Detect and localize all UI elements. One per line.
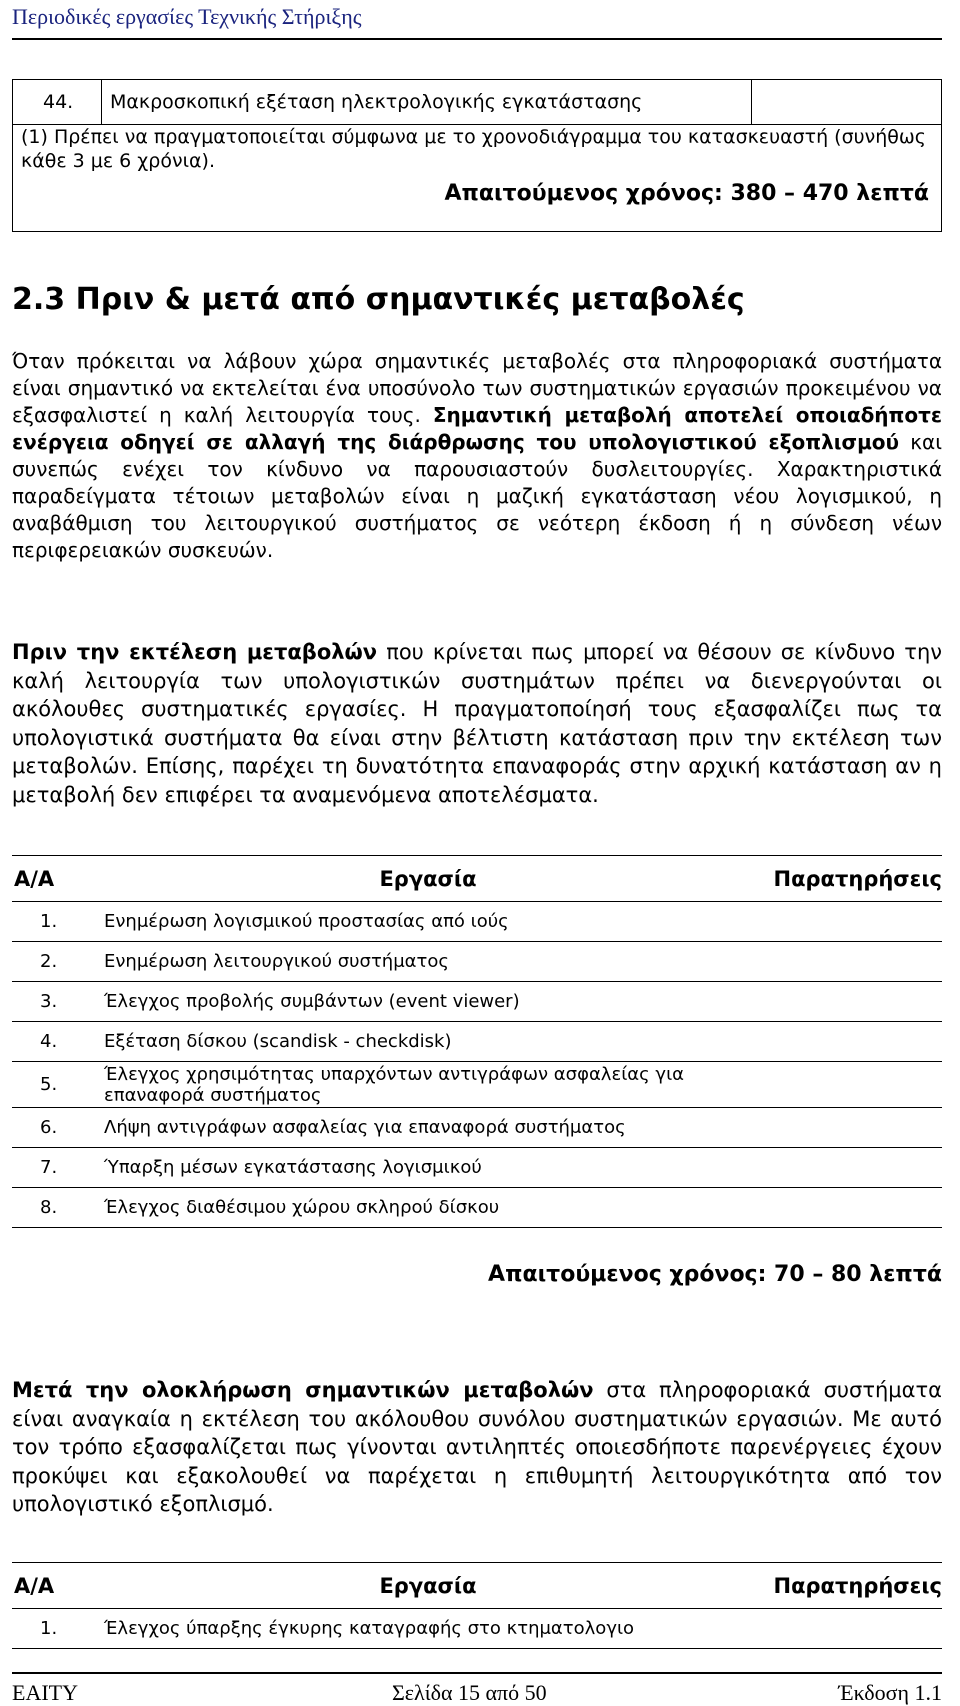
table-row xyxy=(12,942,942,982)
task-number: 2. xyxy=(12,942,104,982)
task-number: 7. xyxy=(12,1148,104,1188)
task-description: Έλεγχος διαθέσιμου χώρου σκληρού δίσκου xyxy=(104,1188,752,1228)
item-title: Μακροσκοπική εξέταση ηλεκτρολογικής εγκατάστασης xyxy=(102,80,752,125)
task-notes xyxy=(752,1609,942,1649)
task-description: Ενημέρωση λογισμικού προστασίας από ιούς xyxy=(104,902,752,942)
table-row xyxy=(12,982,942,1022)
item-notes-cell xyxy=(752,80,942,125)
header-title: Περιοδικές εργασίες Τεχνικής Στήριξης xyxy=(12,4,362,29)
page-header xyxy=(12,2,942,40)
intro-text-a: Όταν πρόκειται να λάβουν χώρα σημαντικές μεταβολές στα πληροφοριακά συστήματα είναι σημαντικό να εκτελείται ένα υποσύνολο των συστηματικών εργασιών προκειμένου να εξασφαλιστεί η καλή λειτουργία τους. xyxy=(12,349,942,427)
task-notes xyxy=(752,902,942,942)
after-tasks-table xyxy=(12,1562,942,1649)
column-header-task: Εργασία xyxy=(104,856,752,902)
before-time-required: Απαιτούμενος χρόνος: 70 – 80 λεπτά xyxy=(488,1262,942,1287)
table-row xyxy=(12,1062,942,1108)
task-number: 4. xyxy=(12,1022,104,1062)
task-notes xyxy=(752,1148,942,1188)
table-row xyxy=(12,1148,942,1188)
intro-text-c: και συνεπώς ενέχει τον κίνδυνο να παρουσιαστούν δυσλειτουργίες. Χαρακτηριστικά παραδείγματα τέτοιων μεταβολών είναι η μαζική εγκατάσταση νέου λογισμικού, η αναβάθμιση του λειτουργικού συστήματος σε νεότερη έκδοση ή η σύνδεση νέων περιφερειακών συσκευών. xyxy=(12,430,942,562)
task-notes xyxy=(752,1108,942,1148)
item-note: (1) Πρέπει να πραγματοποιείται σύμφωνα με το χρονοδιάγραμμα του κατασκευαστή (συνήθως κάθε 3 με 6 χρόνια). xyxy=(13,125,942,174)
item-44-table xyxy=(12,79,942,232)
column-header-aa: Α/Α xyxy=(12,856,104,902)
task-notes xyxy=(752,942,942,982)
after-text: στα πληροφοριακά συστήματα είναι αναγκαία η εκτέλεση του ακόλουθου συνόλου συστηματικών εργασιών. Με αυτό τον τρόπο εξασφαλίζεται πως γίνονται αντιληπτές οποιεσδήποτε παρενέργειες έχουν προκύψει και εξακολουθεί να παρέχεται η επιθυμητή λειτουργικότητα από τον υπολογιστικό εξοπλισμό. xyxy=(12,1378,942,1516)
footer-organization: ΕΑΙΤΥ xyxy=(12,1680,78,1705)
task-number: 1. xyxy=(12,902,104,942)
task-description: Έλεγχος χρησιμότητας υπαρχόντων αντιγράφων ασφαλείας για επαναφορά συστήματος xyxy=(104,1062,752,1108)
task-number: 1. xyxy=(12,1609,104,1649)
table-row xyxy=(12,902,942,942)
table-row xyxy=(12,1188,942,1228)
task-notes xyxy=(752,982,942,1022)
task-number: 5. xyxy=(12,1062,104,1108)
table-row xyxy=(12,1108,942,1148)
column-header-aa: Α/Α xyxy=(12,1563,104,1609)
section-title: 2.3 Πριν & μετά από σημαντικές μεταβολές xyxy=(12,282,745,317)
task-description: Έλεγχος προβολής συμβάντων (event viewer) xyxy=(104,982,752,1022)
page-footer xyxy=(12,1672,942,1704)
task-notes xyxy=(752,1022,942,1062)
table-row xyxy=(12,1609,942,1649)
task-description: Εξέταση δίσκου (scandisk - checkdisk) xyxy=(104,1022,752,1062)
item-time-required: Απαιτούμενος χρόνος: 380 – 470 λεπτά xyxy=(13,173,942,231)
task-number: 6. xyxy=(12,1108,104,1148)
footer-version: Έκδοση 1.1 xyxy=(838,1680,942,1705)
task-description: Ύπαρξη μέσων εγκατάστασης λογισμικού xyxy=(104,1148,752,1188)
after-paragraph xyxy=(12,1376,942,1519)
task-description: Έλεγχος ύπαρξης έγκυρης καταγραφής στο κτηματολογιο xyxy=(104,1609,752,1649)
column-header-notes: Παρατηρήσεις xyxy=(752,856,942,902)
intro-paragraph xyxy=(12,348,942,564)
footer-page-number: Σελίδα 15 από 50 xyxy=(392,1680,547,1705)
task-notes xyxy=(752,1188,942,1228)
before-text-bold: Πριν την εκτέλεση μεταβολών xyxy=(12,640,378,664)
task-description: Λήψη αντιγράφων ασφαλείας για επαναφορά συστήματος xyxy=(104,1108,752,1148)
column-header-task: Εργασία xyxy=(104,1563,752,1609)
task-number: 8. xyxy=(12,1188,104,1228)
task-description: Ενημέρωση λειτουργικού συστήματος xyxy=(104,942,752,982)
task-notes xyxy=(752,1062,942,1108)
before-paragraph xyxy=(12,638,942,809)
table-row xyxy=(12,1022,942,1062)
before-tasks-table xyxy=(12,855,942,1228)
before-text: που κρίνεται πως μπορεί να θέσουν σε κίνδυνο την καλή λειτουργία των υπολογιστικών συστημάτων πρέπει να διενεργούνται οι ακόλουθες συστηματικές εργασίες. Η πραγματοποίησή τους εξασφαλίζει πως τα υπολογιστικά συστήματα θα είναι στην βέλτιστη κατάσταση πριν την εκτέλεση των μεταβολών. Επίσης, παρέχει τη δυνατότητα επαναφοράς στην αρχική κατάσταση αν η μεταβολή δεν επιφέρει τα αναμενόμενα αποτελέσματα. xyxy=(12,640,942,807)
after-text-bold: Μετά την ολοκλήρωση σημαντικών μεταβολών xyxy=(12,1378,594,1402)
item-number: 44. xyxy=(13,80,102,125)
column-header-notes: Παρατηρήσεις xyxy=(752,1563,942,1609)
task-number: 3. xyxy=(12,982,104,1022)
intro-text-bold: Σημαντική μεταβολή αποτελεί οποιαδήποτε ενέργεια οδηγεί σε αλλαγή της διάρθρωσης του υπολογιστικού εξοπλισμού xyxy=(12,403,943,454)
